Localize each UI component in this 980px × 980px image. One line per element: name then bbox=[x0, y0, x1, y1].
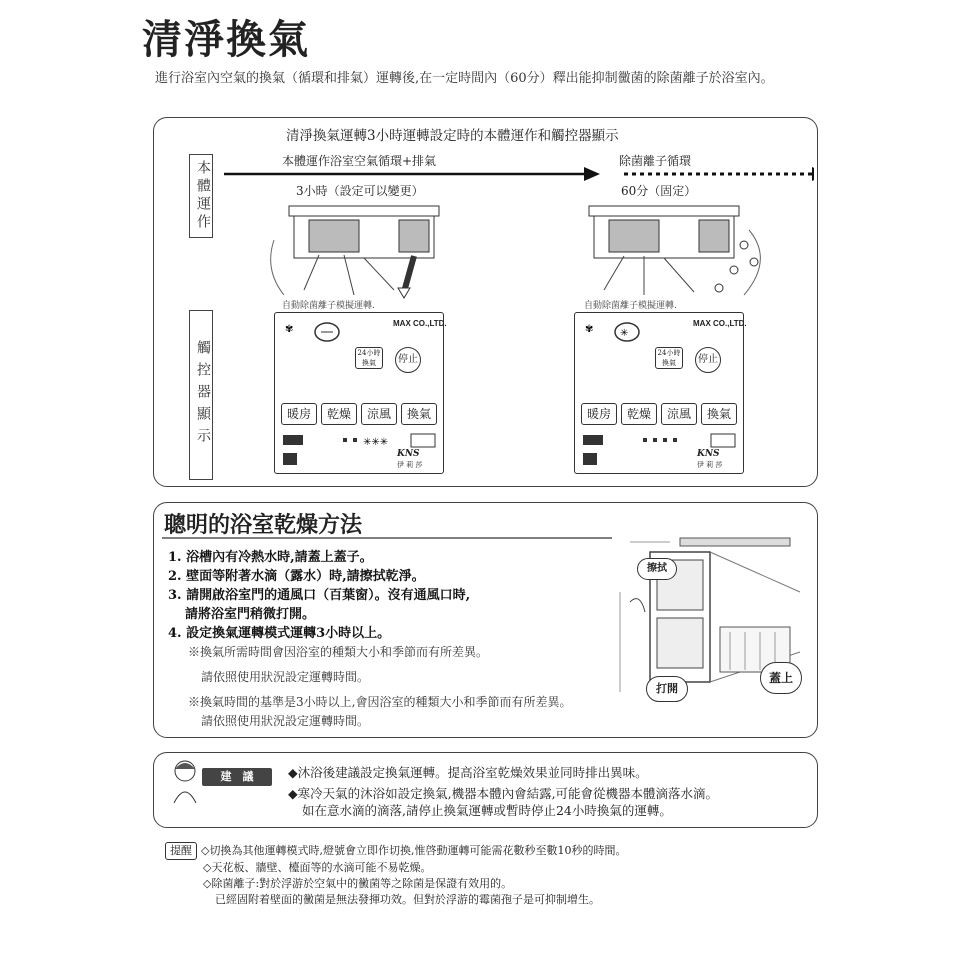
right-unit-illustration bbox=[584, 200, 784, 300]
advice-line-2: ◆寒冷天氣的沐浴如設定換氣,機器本體內會結露,可能會從機器本體滴落水滴。 bbox=[288, 786, 719, 801]
reminder-line-2: ◇天花板、牆壁、檯面等的水滴可能不易乾燥。 bbox=[203, 861, 432, 874]
callout-wipe: 擦拭 bbox=[637, 558, 677, 580]
note-1: ※換氣所需時間會因浴室的種類大小和季節而有所差異。 bbox=[188, 645, 489, 659]
timer-24h-button[interactable]: 24小時換氣 bbox=[655, 347, 683, 369]
remote-logo-sub: 伊 莉 莎 bbox=[397, 461, 423, 469]
operation-panel bbox=[153, 117, 818, 487]
solid-arrow-head-icon bbox=[584, 167, 600, 181]
heading-underline bbox=[162, 536, 612, 540]
remote-display-label: 觸控器顯示 bbox=[189, 310, 213, 480]
right-remote bbox=[574, 312, 747, 474]
ion-icon bbox=[285, 318, 345, 348]
timer-indicator-row bbox=[583, 433, 738, 449]
advice-badge: 建 議 bbox=[202, 768, 272, 786]
advice-line-1: ◆沐浴後建議設定換氣運轉。提高浴室乾燥效果並同時排出異味。 bbox=[288, 765, 648, 780]
remote-brand: MAX CO.,LTD. bbox=[393, 319, 447, 328]
timer-24h-button[interactable]: 24小時換氣 bbox=[355, 347, 383, 369]
note-3: ※換氣時間的基準是3小時以上,會因浴室的種類大小和季節而有所差異。 bbox=[188, 695, 572, 709]
svg-text:✾: ✾ bbox=[285, 324, 294, 335]
remote-brand: MAX CO.,LTD. bbox=[693, 319, 747, 328]
drying-button[interactable]: 乾燥 bbox=[621, 403, 657, 425]
drying-steps bbox=[168, 548, 571, 731]
step-4: 4. 設定換氣運轉模式運轉3小時以上。 bbox=[168, 626, 391, 641]
callout-open: 打開 bbox=[646, 676, 688, 702]
note-4: 請依照使用狀況設定運轉時間。 bbox=[201, 714, 370, 728]
heating-button[interactable]: 暖房 bbox=[281, 403, 317, 425]
left-arrow-label: 本體運作浴室空氣循環+排氣 bbox=[282, 154, 437, 168]
right-duration: 60分（固定） bbox=[621, 184, 697, 198]
step-3: 3. 請開啟浴室門的通風口（百葉窗）。沒有通風口時, bbox=[168, 588, 471, 603]
stop-button[interactable]: 停止 bbox=[395, 347, 421, 373]
advisor-avatar bbox=[168, 757, 202, 807]
qr-code-icon bbox=[283, 453, 297, 465]
advice-line-3: 如在意水滴的滴落,請停止換氣運轉或暫時停止24小時換氣的運轉。 bbox=[302, 803, 672, 818]
reminder-notes bbox=[165, 842, 626, 908]
step-2: 2. 壁面等附著水滴（露水）時,請擦拭乾淨。 bbox=[168, 569, 425, 584]
advice-text bbox=[288, 764, 813, 819]
right-arrow-label: 除菌離子循環 bbox=[619, 154, 692, 168]
timer-indicator-row bbox=[283, 433, 438, 449]
step-3-cont: 請將浴室門稍微打開。 bbox=[185, 607, 316, 622]
cool-air-button[interactable]: 涼風 bbox=[661, 403, 697, 425]
left-remote bbox=[274, 312, 447, 474]
svg-text:✳: ✳ bbox=[620, 328, 629, 339]
callout-cover: 蓋上 bbox=[760, 662, 802, 694]
drying-tips-heading: 聰明的浴室乾燥方法 bbox=[164, 512, 363, 538]
left-unit-illustration bbox=[254, 200, 454, 300]
left-caption: 自動除菌離子模擬運轉. bbox=[282, 301, 375, 311]
remote-logo: KNS bbox=[697, 449, 720, 459]
remote-logo: KNS bbox=[397, 449, 420, 459]
svg-text:✳✳✳: ✳✳✳ bbox=[363, 437, 389, 448]
left-duration: 3小時（設定可以變更） bbox=[296, 184, 424, 198]
step-1: 1. 浴槽內有冷熱水時,請蓋上蓋子。 bbox=[168, 550, 373, 565]
drying-button[interactable]: 乾燥 bbox=[321, 403, 357, 425]
reminder-line-1: 提醒 ◇切換為其他運轉模式時,燈號會立即作切換,惟啓動運轉可能需花數秒至數10秒的時間。 bbox=[165, 842, 626, 860]
stop-button[interactable]: 停止 bbox=[695, 347, 721, 373]
cool-air-button[interactable]: 涼風 bbox=[361, 403, 397, 425]
page-title: 清淨換氣 bbox=[142, 16, 310, 63]
body-operation-label: 本體運作 bbox=[189, 154, 213, 238]
note-2: 請依照使用狀況設定運轉時間。 bbox=[201, 670, 370, 684]
qr-code-icon bbox=[583, 453, 597, 465]
dashed-arrow-head-icon bbox=[812, 167, 814, 181]
remote-logo-sub: 伊 莉 莎 bbox=[697, 461, 723, 469]
reminder-badge: 提醒 bbox=[165, 842, 197, 860]
svg-text:✾: ✾ bbox=[585, 324, 594, 335]
intro-text: 進行浴室內空氣的換氣（循環和排氣）運轉後,在一定時間內（60分）釋出能抑制黴菌的除菌離子於浴室內。 bbox=[155, 71, 774, 86]
reminder-line-3: ◇除菌離子:對於浮游於空氣中的黴菌等之除菌是保證有效用的。 bbox=[203, 877, 513, 890]
ventilation-button[interactable]: 換氣 bbox=[701, 403, 737, 425]
ventilation-button[interactable]: 換氣 bbox=[401, 403, 437, 425]
ion-active-icon bbox=[585, 318, 645, 348]
operation-panel-title: 清淨換氣運轉3小時運轉設定時的本體運作和觸控器顯示 bbox=[286, 128, 619, 144]
right-caption: 自動除菌離子模擬運轉. bbox=[584, 301, 677, 311]
heating-button[interactable]: 暖房 bbox=[581, 403, 617, 425]
reminder-line-4: 已經固附着壁面的黴菌是無法發揮功效。但對於浮游的霉菌孢子是可抑制增生。 bbox=[215, 893, 600, 906]
